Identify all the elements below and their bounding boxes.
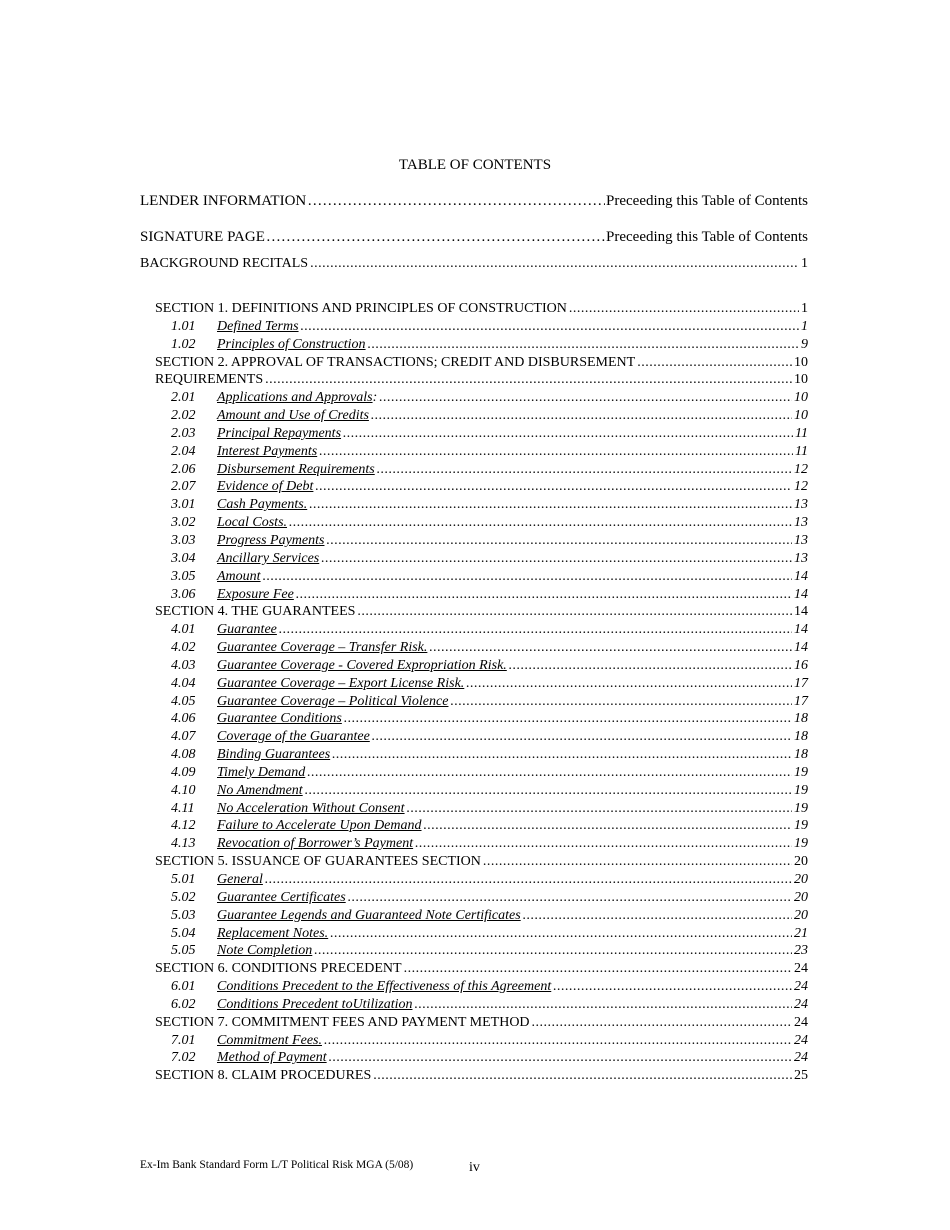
entry-label[interactable]: Conditions Precedent to the Effectiveness of this Agreement [217, 979, 552, 995]
dot-leader [424, 818, 792, 834]
toc-section-entry [155, 854, 808, 872]
toc-subentry [155, 694, 808, 712]
toc-subentry [155, 729, 808, 747]
entry-page: 9 [801, 336, 808, 352]
page-title: TABLE OF CONTENTS [398, 157, 552, 173]
dot-leader [321, 551, 792, 567]
dot-leader [637, 355, 792, 371]
toc-section-entry [155, 1015, 808, 1033]
entry-label[interactable]: General [217, 872, 263, 887]
entry-page: 24 [794, 1050, 808, 1066]
dot-leader [532, 1015, 792, 1031]
entry-page: 14 [794, 640, 808, 656]
dot-leader [466, 676, 792, 692]
entry-page: 23 [794, 943, 808, 959]
entry-page: 19 [794, 782, 808, 798]
entry-page: 10 [794, 372, 808, 388]
dot-leader [357, 604, 792, 620]
entry-page: 13 [794, 497, 808, 513]
entry-number: 3.01 [171, 497, 196, 513]
toc-subentry [155, 569, 808, 587]
entry-number: 4.02 [171, 640, 196, 656]
toc-section-entry [155, 301, 808, 319]
dot-leader [429, 640, 792, 656]
toc-subentry [155, 551, 808, 569]
toc-section-entry [155, 1068, 808, 1086]
entry-number: 2.07 [171, 479, 196, 495]
dot-leader [266, 229, 605, 246]
entry-page: 13 [794, 550, 808, 566]
dot-leader [332, 747, 792, 763]
dot-leader [265, 372, 792, 388]
entry-number: 3.05 [171, 568, 196, 584]
entry-page: 18 [794, 747, 808, 763]
entry-label[interactable]: Note Completion [217, 943, 313, 959]
entry-page: 14 [794, 586, 808, 602]
entry-number: 4.06 [171, 711, 196, 727]
toc-subentry [155, 390, 808, 408]
dot-leader [307, 193, 605, 210]
entry-page: 20 [794, 889, 808, 905]
toc-subentry [155, 765, 808, 783]
dot-leader [373, 1068, 792, 1084]
toc-subentry [155, 444, 808, 462]
entry-label[interactable]: Commitment Fees. [217, 1032, 322, 1048]
entry-label: SECTION 5. ISSUANCE OF GUARANTEES SECTION [155, 854, 481, 870]
entry-page: 20 [794, 872, 808, 887]
entry-label[interactable]: Method of Payment [217, 1050, 327, 1066]
entry-label[interactable]: No Acceleration Without Consent [217, 800, 405, 816]
toc-subentry [155, 997, 808, 1015]
dot-leader [330, 926, 792, 942]
toc-section-entry [155, 961, 808, 979]
dot-leader [343, 426, 793, 442]
dot-leader [326, 533, 792, 549]
dot-leader [310, 256, 799, 272]
entry-label[interactable]: Disbursement Requirements [217, 461, 375, 477]
dot-leader [319, 444, 793, 460]
entry-number: 4.03 [171, 657, 196, 673]
toc-subentry [155, 622, 808, 640]
toc-subentry [155, 818, 808, 836]
dot-leader [296, 587, 792, 603]
toc-subentry [155, 587, 808, 605]
entry-number: 5.02 [171, 889, 196, 905]
entry-label[interactable]: Exposure Fee [217, 586, 294, 602]
dot-leader [553, 979, 792, 995]
entry-number: 5.04 [171, 925, 196, 941]
entry-label: SECTION 8. CLAIM PROCEDURES [155, 1068, 372, 1084]
entry-label: SECTION 4. THE GUARANTEES [155, 604, 356, 620]
entry-page: 14 [794, 622, 808, 638]
toc-subentry [155, 908, 808, 926]
dot-leader [314, 943, 792, 959]
entry-label[interactable]: Failure to Accelerate Upon Demand [217, 818, 422, 834]
entry-page: 24 [794, 1014, 808, 1030]
entry-label[interactable]: Binding Guarantees [217, 747, 331, 763]
toc-subentry [155, 462, 808, 480]
dot-leader [315, 479, 792, 495]
entry-label: SECTION 1. DEFINITIONS AND PRINCIPLES OF CONSTRUCTION [155, 301, 567, 316]
dot-leader [307, 765, 792, 781]
entry-label[interactable]: Applications and Approvals [217, 390, 373, 406]
toc-subentry [155, 658, 808, 676]
entry-page: 20 [794, 907, 808, 923]
entry-number: 4.09 [171, 764, 196, 780]
dot-leader [265, 872, 792, 888]
toc-section-entry [155, 372, 808, 390]
entry-page: 10 [794, 390, 808, 406]
dot-leader [523, 908, 792, 924]
entry-label[interactable]: Conditions Precedent toUtilization [217, 996, 413, 1012]
entry-page: 24 [794, 996, 808, 1012]
entry-label[interactable]: Cash Payments. [217, 497, 308, 513]
entry-page: 12 [794, 461, 808, 477]
toc-subentry [155, 640, 808, 658]
entry-number: 3.06 [171, 586, 196, 602]
entry-page: 11 [795, 425, 808, 441]
toc-subentry [155, 1033, 808, 1051]
entry-page: 19 [794, 764, 808, 780]
toc-subentry [155, 747, 808, 765]
entry-label: SECTION 2. APPROVAL OF TRANSACTIONS; CREDIT AND DISBURSEMENT [155, 354, 636, 370]
entry-number: 1.01 [171, 318, 196, 334]
entry-page: 21 [794, 925, 808, 941]
entry-page: 10 [794, 354, 808, 370]
toc-subentry [155, 926, 808, 944]
dot-leader [371, 408, 792, 424]
entry-label: LENDER INFORMATION [140, 193, 307, 209]
entry-label[interactable]: Guarantee Conditions [217, 711, 342, 727]
entry-page: 24 [794, 979, 808, 995]
entry-number: 5.03 [171, 907, 196, 923]
toc-section-entry [155, 355, 808, 373]
entry-number: 7.02 [171, 1050, 196, 1066]
entry-page: 16 [794, 657, 808, 673]
toc-subentry [155, 711, 808, 729]
dot-leader [329, 1050, 792, 1066]
entry-number: 4.11 [171, 800, 195, 816]
toc-front-entry-lender [140, 193, 808, 210]
entry-number: 4.10 [171, 782, 196, 798]
entry-label[interactable]: Defined Terms [217, 318, 299, 334]
entry-label[interactable]: Guarantee Certificates [217, 889, 346, 905]
toc-subentry [155, 943, 808, 961]
dot-leader [569, 301, 799, 317]
toc-list [155, 301, 808, 1086]
entry-number: 6.02 [171, 996, 196, 1012]
toc-subentry [155, 426, 808, 444]
entry-label[interactable]: Revocation of Borrower’s Payment [217, 836, 414, 852]
entry-page: Preceeding this Table of Contents [606, 229, 808, 245]
entry-label[interactable]: Interest Payments [217, 443, 318, 459]
dot-leader [348, 890, 792, 906]
dot-leader [372, 729, 792, 745]
dot-leader [407, 801, 792, 817]
entry-number: 2.02 [171, 408, 196, 424]
entry-label[interactable]: Replacement Notes. [217, 925, 329, 941]
entry-label: SIGNATURE PAGE [140, 229, 265, 245]
entry-page: 25 [794, 1068, 808, 1084]
toc-subentry [155, 479, 808, 497]
dot-leader [404, 961, 792, 977]
toc-section-entry [155, 604, 808, 622]
entry-label-suffix: : [372, 390, 378, 406]
entry-page: 24 [794, 1032, 808, 1048]
entry-page: 17 [794, 693, 808, 709]
toc-subentry [155, 979, 808, 997]
entry-label[interactable]: Guarantee Coverage – Transfer Risk. [217, 640, 428, 656]
entry-label[interactable]: Evidence of Debt [217, 479, 314, 495]
dot-leader [379, 390, 792, 406]
dot-leader [450, 694, 792, 710]
entry-number: 4.13 [171, 836, 196, 852]
entry-page: 11 [795, 443, 808, 459]
toc-subentry [155, 497, 808, 515]
dot-leader [263, 569, 792, 585]
toc-subentry [155, 319, 808, 337]
entry-number: 4.07 [171, 729, 196, 745]
entry-page: 1 [801, 318, 808, 334]
entry-number: 7.01 [171, 1032, 196, 1048]
entry-number: 3.04 [171, 550, 196, 566]
toc-subentry [155, 836, 808, 854]
entry-label[interactable]: Coverage of the Guarantee [217, 729, 370, 745]
entry-page: 1 [801, 256, 808, 271]
dot-leader [377, 462, 792, 478]
entry-label: SECTION 6. CONDITIONS PRECEDENT [155, 961, 402, 977]
entry-number: 6.01 [171, 979, 196, 995]
entry-label[interactable]: Guarantee [217, 622, 277, 638]
dot-leader [324, 1033, 792, 1049]
entry-label[interactable]: Progress Payments [217, 532, 325, 548]
toc-subentry [155, 515, 808, 533]
toc-front-entry-signature [140, 229, 808, 246]
dot-leader [483, 854, 792, 870]
toc-subentry [155, 337, 808, 355]
entry-number: 2.03 [171, 425, 196, 441]
entry-page: 13 [794, 532, 808, 548]
toc-subentry [155, 872, 808, 890]
entry-page: 18 [794, 711, 808, 727]
entry-label[interactable]: Guarantee Coverage – Export License Risk. [217, 675, 465, 691]
dot-leader [344, 711, 792, 727]
entry-page: 19 [794, 800, 808, 816]
entry-page: 19 [794, 818, 808, 834]
entry-number: 4.01 [171, 622, 196, 638]
toc-entry-background [140, 256, 808, 272]
entry-page: 13 [794, 515, 808, 531]
entry-label: REQUIREMENTS [155, 372, 264, 388]
entry-label[interactable]: Timely Demand [217, 764, 306, 780]
entry-page: 20 [794, 854, 808, 870]
dot-leader [289, 515, 792, 531]
entry-number: 1.02 [171, 336, 196, 352]
footer-form-name: Ex-Im Bank Standard Form L/T Political Risk MGA (5/08) [140, 1159, 414, 1171]
dot-leader [509, 658, 792, 674]
entry-number: 3.02 [171, 515, 196, 531]
entry-page: 1 [801, 301, 808, 316]
entry-label[interactable]: Ancillary Services [217, 550, 320, 566]
entry-label[interactable]: Guarantee Coverage – Political Violence [217, 693, 449, 709]
entry-page: 12 [794, 479, 808, 495]
entry-label[interactable]: Principles of Construction [217, 336, 366, 352]
toc-subentry [155, 783, 808, 801]
entry-page: 17 [794, 675, 808, 691]
entry-number: 4.12 [171, 818, 196, 834]
entry-number: 4.05 [171, 693, 196, 709]
entry-label[interactable]: No Amendment [217, 782, 303, 798]
dot-leader [305, 783, 792, 799]
dot-leader [414, 997, 792, 1013]
dot-leader [415, 836, 792, 852]
toc-subentry [155, 801, 808, 819]
dot-leader [368, 337, 799, 353]
dot-leader [301, 319, 799, 335]
entry-number: 3.03 [171, 532, 196, 548]
toc-subentry [155, 890, 808, 908]
dot-leader [309, 497, 792, 513]
entry-page: 18 [794, 729, 808, 745]
toc-subentry [155, 533, 808, 551]
entry-label[interactable]: Local Costs. [217, 515, 288, 531]
entry-label: BACKGROUND RECITALS [140, 256, 309, 271]
toc-subentry [155, 676, 808, 694]
entry-number: 4.08 [171, 747, 196, 763]
entry-label[interactable]: Guarantee Coverage - Covered Expropriation Risk. [217, 657, 507, 673]
entry-page: 14 [794, 568, 808, 584]
entry-label[interactable]: Principal Repayments [217, 425, 342, 441]
entry-label: SECTION 7. COMMITMENT FEES AND PAYMENT METHOD [155, 1014, 530, 1030]
entry-label[interactable]: Amount [217, 568, 261, 584]
toc-subentry [155, 408, 808, 426]
entry-page: Preceeding this Table of Contents [606, 193, 808, 209]
entry-label[interactable]: Amount and Use of Credits [217, 408, 369, 424]
page-number: iv [469, 1160, 480, 1175]
entry-number: 2.01 [171, 390, 196, 406]
entry-number: 5.01 [171, 872, 196, 887]
entry-page: 14 [794, 604, 808, 620]
entry-number: 4.04 [171, 675, 196, 691]
entry-page: 24 [794, 961, 808, 977]
entry-page: 10 [794, 408, 808, 424]
entry-number: 2.04 [171, 443, 196, 459]
entry-label[interactable]: Guarantee Legends and Guaranteed Note Certificates [217, 907, 521, 923]
entry-page: 19 [794, 836, 808, 852]
entry-number: 5.05 [171, 943, 196, 959]
toc-subentry [155, 1050, 808, 1068]
entry-number: 2.06 [171, 461, 196, 477]
dot-leader [279, 622, 792, 638]
